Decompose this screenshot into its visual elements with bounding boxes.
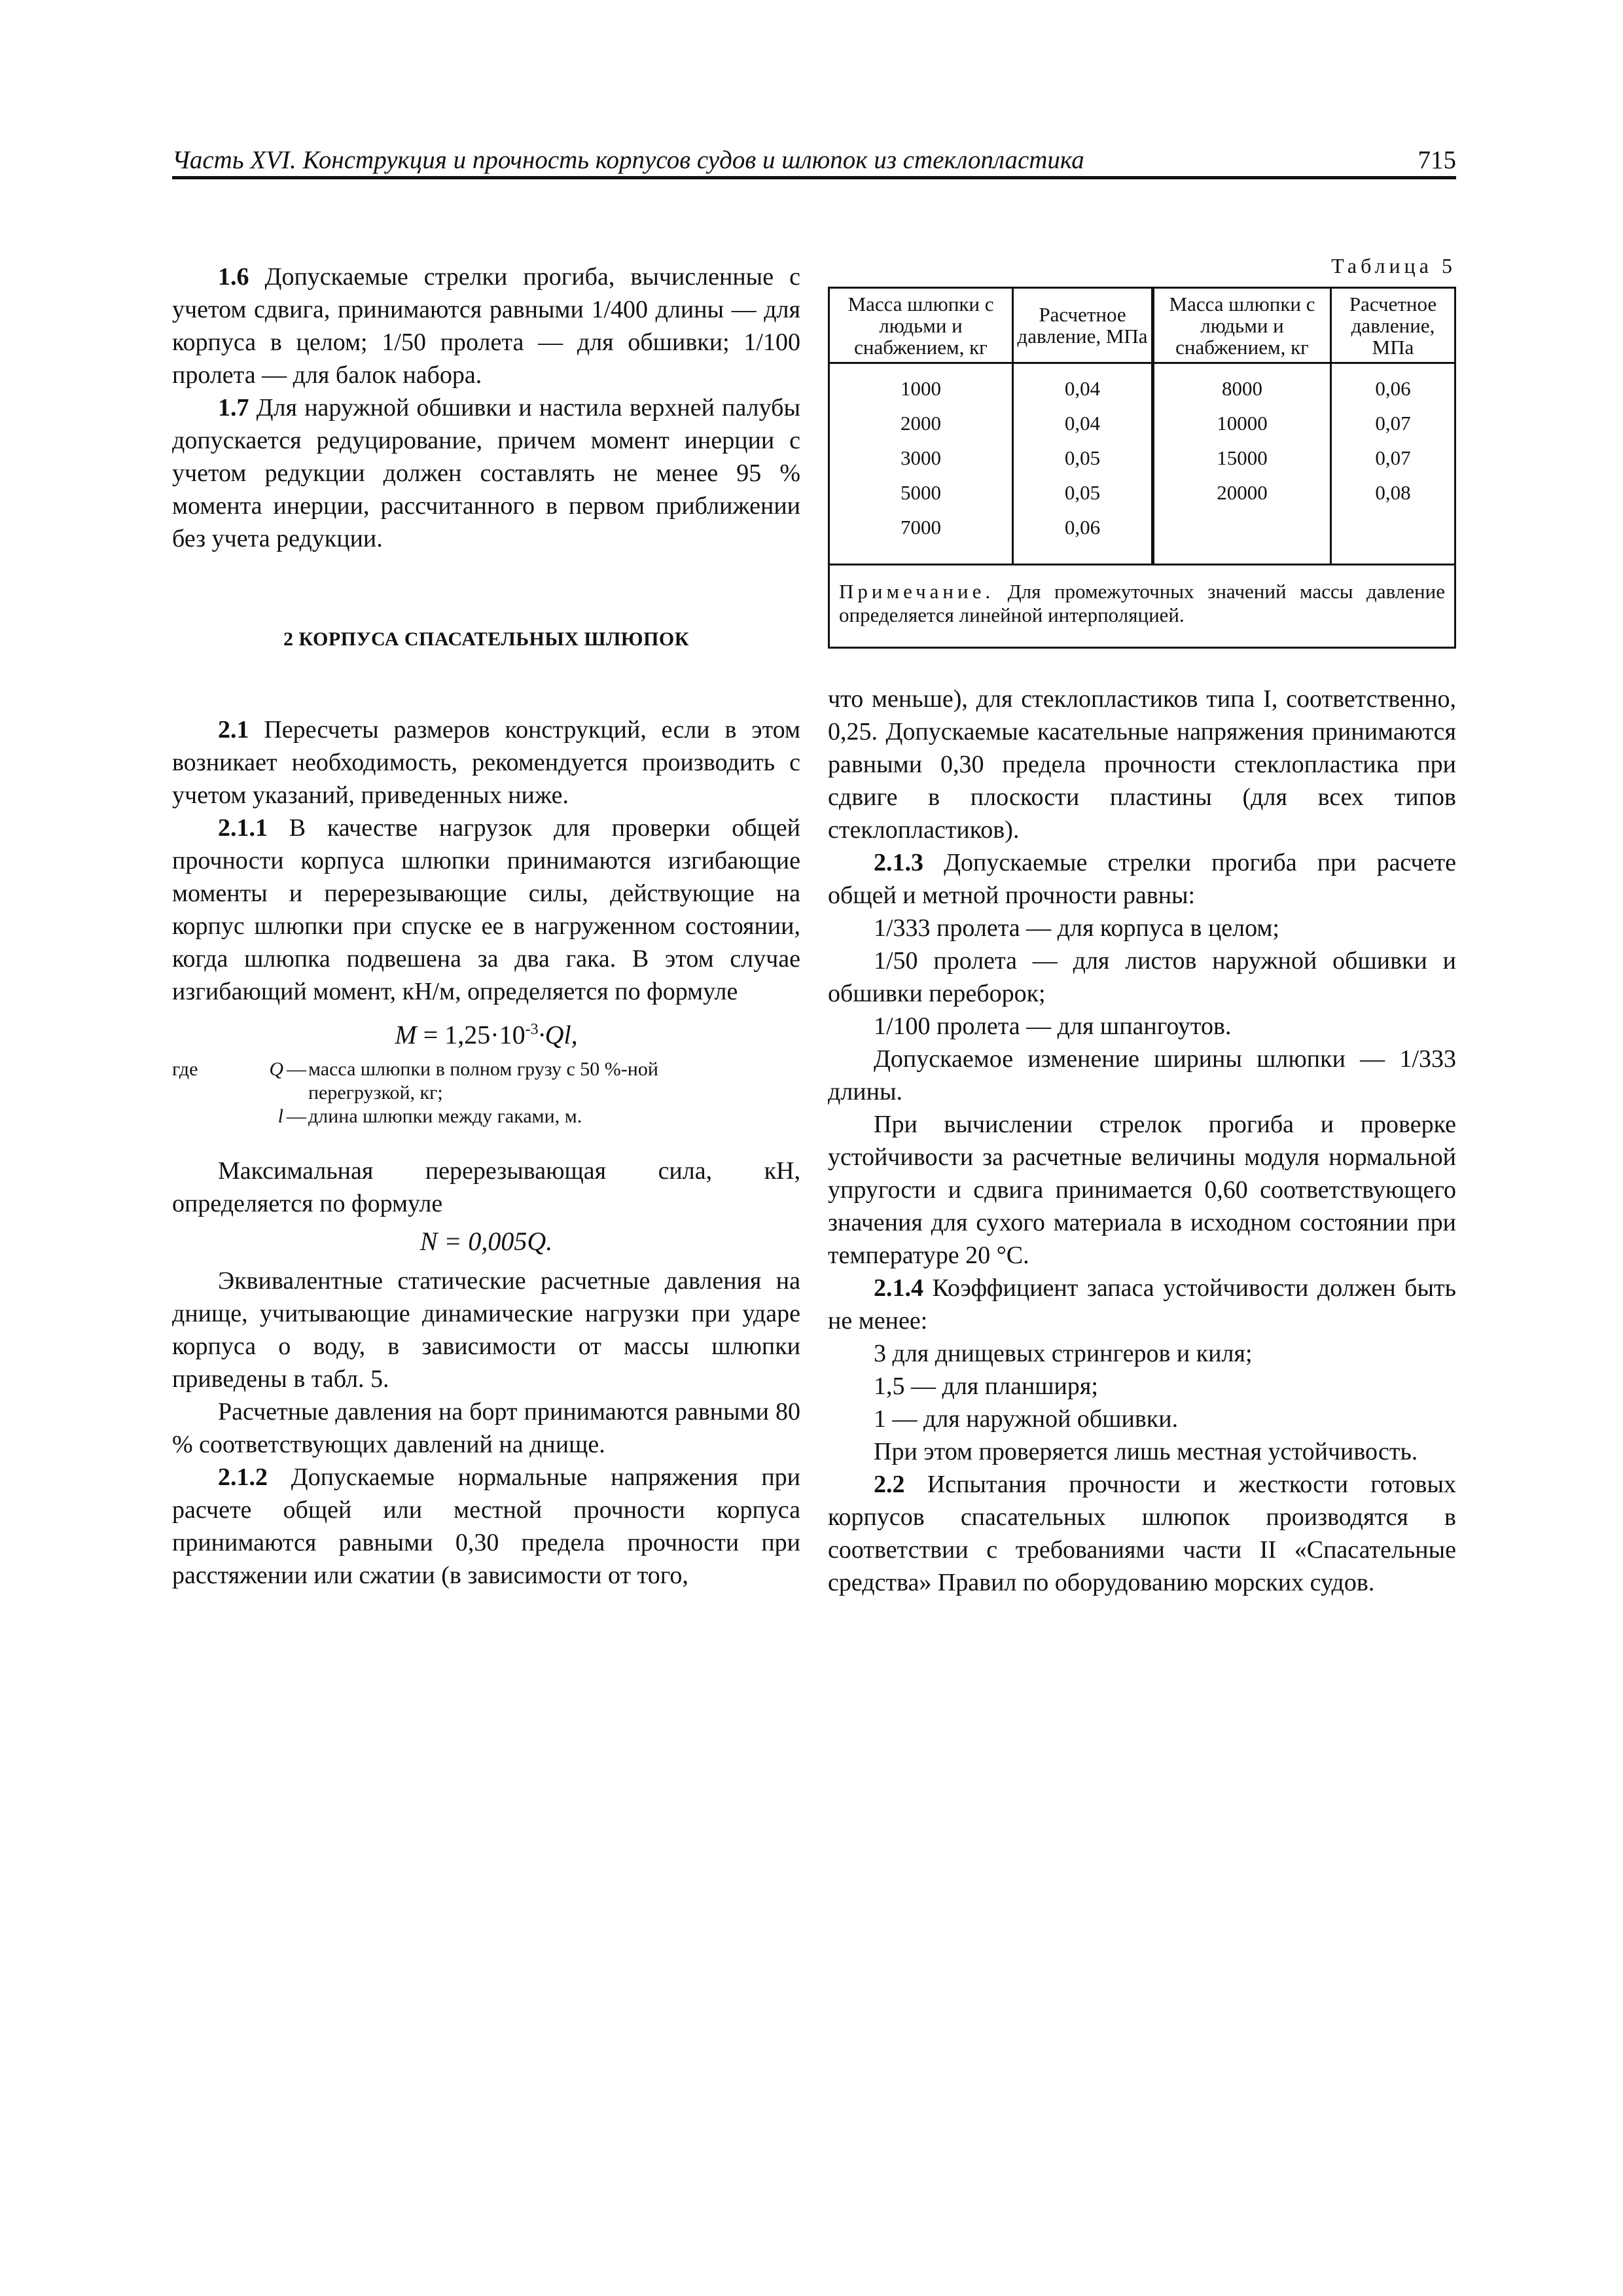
paragraph-equivalent-pressures: Эквивалентные статические расчетные давления на днище, учитывающие динамические нагрузки при ударе корпуса о воду, в зависимости от массы шлюпки приведены в табл. 5. <box>172 1267 800 1393</box>
clause-number: 2.1.1 <box>218 814 268 842</box>
header-cell: Расчетное давление, МПа <box>1017 303 1148 348</box>
table-cell <box>1154 510 1330 545</box>
table-cell: 2000 <box>901 412 941 435</box>
table-cell: 0,06 <box>1064 516 1101 539</box>
list-item: 1/100 пролета — для шпангоутов. <box>874 1013 1232 1040</box>
table-cell: 0,07 <box>1375 446 1411 469</box>
paragraph-text: Испытания прочности и жесткости готовых корпусов спасательных шлюпок производятся в соответствии с требованиями части II «Спасательные средства» Правил по оборудованию морских судов. <box>828 1471 1456 1596</box>
clause-number: 1.7 <box>218 394 249 422</box>
table-cell: 0,05 <box>1064 481 1101 504</box>
paragraph-2-1-4 <box>828 1272 1456 1337</box>
table-cell: 8000 <box>1222 377 1262 400</box>
legend-definition: длина шлюпки между гаками, м. <box>308 1105 582 1128</box>
right-column <box>828 683 1456 1599</box>
legend-symbol: l <box>277 1105 283 1128</box>
list-item: 1 — для наружной обшивки. <box>874 1405 1179 1433</box>
header-rule <box>172 176 1456 179</box>
legend-row-q <box>172 1058 800 1081</box>
table-header <box>830 289 1454 364</box>
table-caption: Таблица 5 <box>1331 254 1456 278</box>
list-item: 1/333 пролета — для корпуса в целом; <box>874 914 1279 942</box>
left-column-body <box>172 713 800 1592</box>
formula-part: = 1,25·10 <box>416 1020 526 1050</box>
paragraph-2-1-3 <box>828 846 1456 912</box>
table-5 <box>828 287 1456 649</box>
table-cell: 5000 <box>901 481 941 504</box>
table-cell: 0,08 <box>1375 481 1411 504</box>
paragraph-text: Пересчеты размеров конструкций, если в этом возникает необходимость, рекомендуется производить с учетом указаний, приведенных ниже. <box>172 716 800 809</box>
paragraph-text: Коэффициент запаса устойчивости должен быть не менее: <box>828 1274 1456 1335</box>
paragraph-2-2 <box>828 1468 1456 1599</box>
table-cell: 0,07 <box>1375 412 1411 435</box>
table-cell: 10000 <box>1217 412 1268 435</box>
header-cell: Масса шлюпки с людьми и снабжением, кг <box>847 292 994 359</box>
paragraph-2-1-2 <box>172 1461 800 1592</box>
where-label: где <box>172 1058 198 1081</box>
table-note <box>830 564 1454 649</box>
paragraph-1-6 <box>172 260 800 391</box>
formula-legend <box>172 1058 800 1128</box>
table-cell: 0,06 <box>1375 377 1411 400</box>
note-label: Примечание. <box>839 580 995 603</box>
legend-dash: — <box>287 1058 306 1081</box>
table-cell: 0,04 <box>1064 412 1101 435</box>
table-cell: 7000 <box>901 516 941 539</box>
clause-number: 2.1.4 <box>874 1274 923 1302</box>
header-cell: Масса шлюпки с людьми и снабжением, кг <box>1169 292 1315 359</box>
paragraph-text: Допускаемые стрелки прогиба, вычисленные с учетом сдвига, принимаются равными 1/400 длины — для корпуса в целом; 1/50 пролета — для обшивки; 1/100 пролета — для балок набора. <box>172 263 800 389</box>
paragraph-text: Допускаемые нормальные напряжения при расчете общей или местной прочности корпуса принимаются равными 0,30 предела прочности при расстяжении или сжатии (в зависимости от того, <box>172 1463 800 1590</box>
paragraph-text: Для наружной обшивки и настила верхней палубы допускается редуцирование, причем момент инерции с учетом редукции должен составлять не менее 95 % момента инерции, рассчитанного в первом приближении без учета редукции. <box>172 394 800 552</box>
formula-shear <box>172 1225 800 1258</box>
running-title: Часть XVI. Конструкция и прочность корпусов судов и шлюпок из стеклопластика <box>172 146 1084 174</box>
legend-row-q-cont <box>172 1081 800 1105</box>
formula-moment <box>172 1013 800 1051</box>
clause-number: 2.1 <box>218 716 249 744</box>
formula-symbol: N <box>419 1227 438 1257</box>
paragraph-continuation: что меньше), для стеклопластиков типа I, соответственно, 0,25. Допускаемые касательные напряжения принимаются равными 0,30 предела прочности стеклопластика при сдвиге в плоскости пластины (для всех типов стеклопластиков). <box>828 685 1456 844</box>
table-cell <box>1332 510 1454 545</box>
table-cell: 15000 <box>1217 446 1268 469</box>
clause-number: 2.1.3 <box>874 849 923 876</box>
legend-row-l <box>172 1105 800 1128</box>
note-text: Для промежуточных значений массы давление определяется линейной интерполяцией. <box>839 580 1445 626</box>
paragraph-shear: Максимальная перерезывающая сила, кН, определяется по формуле <box>172 1157 800 1218</box>
list-item: 1,5 — для планширя; <box>874 1372 1098 1400</box>
clause-number: 2.1.2 <box>218 1463 268 1492</box>
paragraph-modulus: При вычислении стрелок прогиба и проверке устойчивости за расчетные величины модуля нормальной упругости и сдвига принимается 0,60 соответствующего значения для сухого материала в исходном состоянии при температуре 20 °C. <box>828 1111 1456 1269</box>
table-cell: 20000 <box>1217 481 1268 504</box>
legend-symbol: Q <box>269 1058 283 1081</box>
legend-definition: перегрузкой, кг; <box>308 1082 443 1104</box>
left-column-top <box>172 260 800 555</box>
paragraph-local-stability: При этом проверяется лишь местная устойчивость. <box>874 1438 1418 1465</box>
formula-symbol: M <box>395 1020 417 1050</box>
paragraph-board-pressures: Расчетные давления на борт принимаются равными 80 % соответствующих давлений на днище. <box>172 1398 800 1459</box>
paragraph-2-1 <box>172 713 800 812</box>
legend-definition: масса шлюпки в полном грузу с 50 %-ной <box>308 1058 658 1081</box>
table-cell: 0,05 <box>1064 446 1101 469</box>
table-cell: 1000 <box>901 377 941 400</box>
paragraph-text: Допускаемые стрелки прогиба при расчете общей и метной прочности равны: <box>828 849 1456 909</box>
clause-number: 2.2 <box>874 1471 905 1498</box>
formula-part: ·Ql, <box>538 1020 578 1050</box>
list-item: 1/50 пролета — для листов наружной обшивки и обшивки переборок; <box>828 947 1456 1007</box>
page-number: 715 <box>1418 146 1456 174</box>
section-heading: 2 КОРПУСА СПАСАТЕЛЬНЫХ ШЛЮПОК <box>283 628 689 650</box>
paragraph-text: В качестве нагрузок для проверки общей прочности корпуса шлюпки принимаются изгибающие моменты и перерезывающие силы, действующие на корпус шлюпки при спуске ее в нагруженном состоянии, когда шлюпка подвешена за два гака. В этом случае изгибающий момент, кН/м, определяется по формуле <box>172 814 800 1005</box>
clause-number: 1.6 <box>218 263 249 291</box>
legend-dash: — <box>287 1105 306 1128</box>
table-cell: 3000 <box>901 446 941 469</box>
formula-exponent: -3 <box>525 1021 539 1038</box>
paragraph-1-7 <box>172 391 800 555</box>
header-cell: Расчетное давление, МПа <box>1349 292 1437 359</box>
table-cell: 0,04 <box>1064 377 1101 400</box>
paragraph-width: Допускаемое изменение ширины шлюпки — 1/333 длины. <box>828 1045 1456 1105</box>
list-item: 3 для днищевых стрингеров и киля; <box>874 1340 1253 1367</box>
paragraph-2-1-1 <box>172 812 800 1008</box>
formula-part: = 0,005Q. <box>437 1227 553 1257</box>
